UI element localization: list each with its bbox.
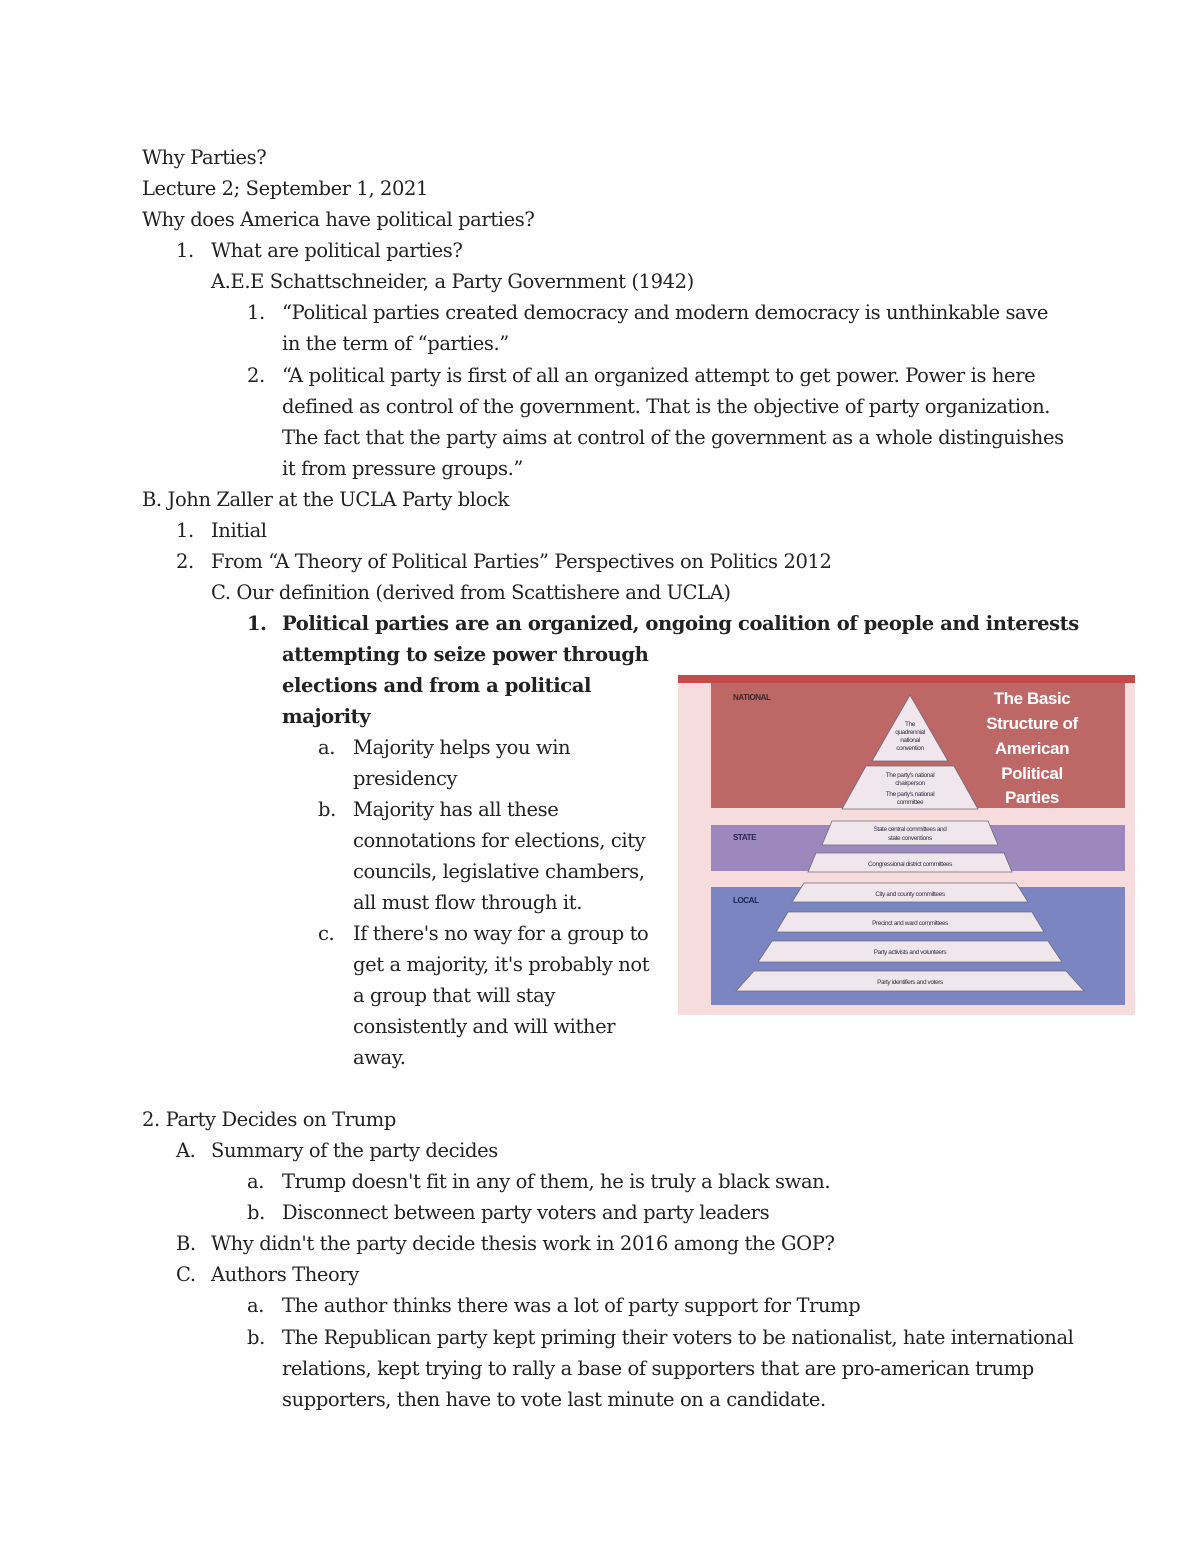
quote-line: in the term of “parties.” xyxy=(282,332,509,355)
figure-title-line: Structure of xyxy=(986,714,1078,733)
list-item: a group that will stay xyxy=(353,984,555,1007)
quote-line: “Political parties created democracy and modern democracy is unthinkable save xyxy=(282,301,1049,324)
definition-line: attempting to seize power through xyxy=(282,643,649,666)
list-item: get a majority, it's probably not xyxy=(353,953,650,976)
level-label-national: NATIONAL xyxy=(733,693,771,702)
pyramid-label: The party's national xyxy=(885,791,935,798)
list-item: connotations for elections, city xyxy=(353,829,646,852)
list-item: relations, kept trying to rally a base of supporters that are pro-american trump xyxy=(282,1357,1034,1380)
list-marker: 2. xyxy=(176,550,194,573)
list-item: Majority helps you win xyxy=(353,736,571,759)
pyramid-label: Party activists and volunteers xyxy=(873,949,947,956)
list-marker: a. xyxy=(247,1170,265,1193)
pyramid-label: Congressional district committees xyxy=(868,861,952,868)
list-item: Why didn't the party decide thesis work in 2016 among the GOP? xyxy=(211,1232,835,1255)
list-item: Disconnect between party voters and party leaders xyxy=(282,1201,770,1224)
section-heading: 2. Party Decides on Trump xyxy=(142,1108,396,1131)
list-item: Trump doesn't fit in any of them, he is truly a black swan. xyxy=(282,1170,831,1193)
list-item: supporters, then have to vote last minute on a candidate. xyxy=(282,1388,826,1411)
level-label-state: STATE xyxy=(733,833,757,842)
subsection-heading: C. Our definition (derived from Scattishere and UCLA) xyxy=(211,581,731,604)
pyramid-label: The party's national xyxy=(885,772,935,779)
pyramid-label: Party identifiers and voters xyxy=(877,979,943,986)
definition-line: Political parties are an organized, ongoing coalition of people and interests xyxy=(282,612,1079,635)
section-heading: What are political parties? xyxy=(211,239,463,262)
list-item: away. xyxy=(353,1046,406,1069)
list-marker: A. xyxy=(176,1139,196,1162)
list-item: Authors Theory xyxy=(211,1263,359,1286)
list-item: all must flow through it. xyxy=(353,891,582,914)
figure-top-stripe xyxy=(678,675,1135,683)
list-marker: b. xyxy=(318,798,336,821)
definition-line: majority xyxy=(282,705,371,728)
list-marker: 2. xyxy=(247,364,265,387)
figure-title-line: American xyxy=(994,739,1070,758)
pyramid-label: Precinct and ward committees xyxy=(872,920,948,927)
list-item: The author thinks there was a lot of party support for Trump xyxy=(282,1294,861,1317)
pyramid-label: The xyxy=(904,721,916,728)
definition-line: elections and from a political xyxy=(282,674,591,697)
list-marker: b. xyxy=(247,1201,265,1224)
party-structure-figure xyxy=(678,675,1135,1015)
main-question: Why does America have political parties? xyxy=(142,208,535,231)
pyramid-label: City and county committees xyxy=(875,891,945,898)
figure-title-line: The Basic xyxy=(993,689,1071,708)
list-item: presidency xyxy=(353,767,458,790)
list-marker: b. xyxy=(247,1326,265,1349)
pyramid-label: quadrennial xyxy=(895,729,925,736)
quote-line: it from pressure groups.” xyxy=(282,457,523,480)
figure-title-line: Parties xyxy=(1005,788,1059,807)
subsection-heading: B. John Zaller at the UCLA Party block xyxy=(142,488,509,511)
list-item: From “A Theory of Political Parties” Perspectives on Politics 2012 xyxy=(211,550,832,573)
pyramid-label: chairperson xyxy=(895,780,925,787)
lecture-info: Lecture 2; September 1, 2021 xyxy=(142,177,429,200)
subsection-heading: A.E.E Schattschneider, a Party Government (1942) xyxy=(211,270,694,293)
pyramid-label: convention xyxy=(896,745,924,752)
list-item: consistently and will wither xyxy=(353,1015,616,1038)
list-marker: 1. xyxy=(176,239,194,262)
pyramid-label: national xyxy=(900,737,920,744)
list-marker: C. xyxy=(176,1263,196,1286)
doc-title: Why Parties? xyxy=(142,146,267,169)
quote-line: “A political party is first of all an organized attempt to get power. Power is here xyxy=(282,364,1036,387)
pyramid-label: state conventions xyxy=(888,835,932,842)
list-marker: 1. xyxy=(247,612,267,635)
list-marker: B. xyxy=(176,1232,196,1255)
list-marker: 1. xyxy=(176,519,194,542)
list-item: The Republican party kept priming their voters to be nationalist, hate international xyxy=(282,1326,1074,1349)
quote-line: defined as control of the government. That is the objective of party organization. xyxy=(282,395,1051,418)
pyramid-label: committee xyxy=(896,799,924,806)
list-marker: c. xyxy=(318,922,335,945)
level-label-local: LOCAL xyxy=(733,896,759,905)
list-item: Majority has all these xyxy=(353,798,559,821)
quote-line: The fact that the party aims at control of the government as a whole distinguishes xyxy=(282,426,1064,449)
pyramid-label: State central committees and xyxy=(873,826,947,833)
list-item: If there's no way for a group to xyxy=(353,922,649,945)
list-item: councils, legislative chambers, xyxy=(353,860,645,883)
list-marker: a. xyxy=(318,736,336,759)
list-marker: 1. xyxy=(247,301,265,324)
figure-title-line: Political xyxy=(1001,764,1063,783)
list-marker: a. xyxy=(247,1294,265,1317)
list-item: Summary of the party decides xyxy=(211,1139,498,1162)
list-item: Initial xyxy=(211,519,267,542)
